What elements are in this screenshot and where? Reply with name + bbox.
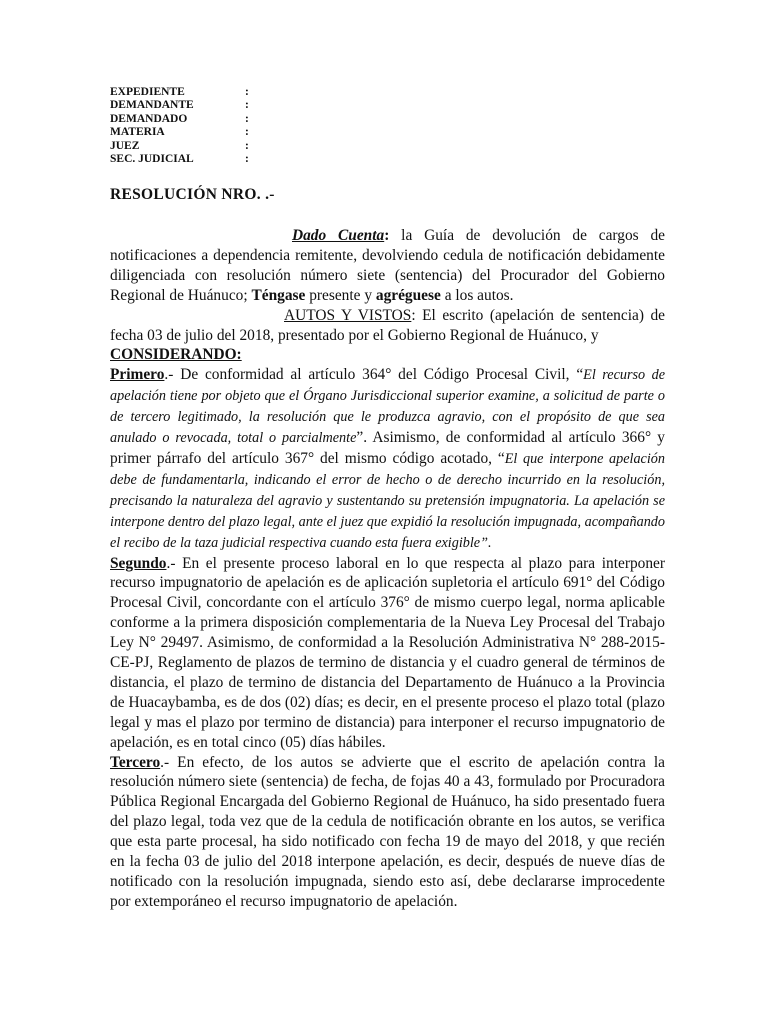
header-label: MATERIA <box>110 126 165 139</box>
header-separator: : <box>245 126 249 139</box>
tercero-text: .- En efecto, de los autos se advierte que el escrito de apelación contra la resolución número siete (sentencia) de fecha, de fojas 40 a 43, formulado por Procuradora Pública Regional Encargada del Gobierno Regional de Huánuco, ha sido presentado fuera del plazo legal, toda vez que de la cedula de notificación obrante en los autos, se verifica que esta parte procesal, ha sido notificado con fecha 19 de mayo del 2018, y que recién en la fecha 03 de julio del 2018 interpone apelación, es decir, después de nueve días de notificado con la resolución impugnada, siendo esto así, debe declararse improcedente por extemporáneo el recurso impugnatorio de apelación. <box>110 753 665 910</box>
resolution-title: RESOLUCIÓN NRO. .- <box>110 186 275 203</box>
tercero-paragraph <box>110 753 665 912</box>
header-label: SEC. JUDICIAL <box>110 153 194 166</box>
autos-y-vistos-text: : El escrito (apelación de sentencia) de fecha 03 de julio del 2018, presentado por el Gobierno Regional de Huánuco, y <box>110 306 665 344</box>
header-separator: : <box>245 86 249 98</box>
tercero-label: Tercero <box>110 753 161 771</box>
header-separator: : <box>245 99 249 112</box>
header-separator: : <box>245 139 249 152</box>
tengase-word: Téngase <box>251 286 306 304</box>
header-separator: : <box>245 112 249 125</box>
autos-y-vistos-label: AUTOS Y VISTOS <box>284 306 412 324</box>
header-field-sec-judicial <box>110 153 249 166</box>
dado-cuenta-text-1: la Guía de devolución de cargos de notificaciones a dependencia remitente, devolviendo cedula de notificación debidamente diligenciada con resolución número siete (sentencia) del Procurador del Gobierno Regional de Huánuco; <box>110 227 665 304</box>
header-field-expediente <box>110 86 249 99</box>
header-field-materia <box>110 126 249 139</box>
primero-text-1: .- De conformidad al artículo 364° del Código Procesal Civil, “ <box>164 366 584 384</box>
dado-cuenta-text-3: a los autos. <box>440 286 514 304</box>
segundo-text: .- En el presente proceso laboral en lo que respecta al plazo para interponer recurso impugnatorio de apelación es de aplicación supletoria el artículo 691° del Código Procesal Civil, concordante con el artículo 376° de mismo cuerpo legal, norma aplicable conforme a la primera disposición complementaria de la Nueva Ley Procesal del Trabajo Ley N° 29497. Asimismo, de conformidad a la Resolución Administrativa N° 288-2015-CE-PJ, Reglamento de plazos de termino de distancia y el cuadro general de términos de distancia, el plazo de termino de distancia del Departamento de Huánuco a la Provincia de Huacaybamba, es de dos (02) días; es decir, en el presente proceso el plazo total (plazo legal y mas el plazo por termino de distancia) para interponer el recurso impugnatorio de apelación, es en total cinco (05) días hábiles. <box>110 554 665 751</box>
primero-label: Primero <box>110 366 165 384</box>
autos-y-vistos-paragraph <box>110 306 665 346</box>
primero-text-2: ”. Asimismo, de conformidad al artículo 366° y primer párrafo del artículo 367° del mismo código acotado, “ <box>110 429 665 467</box>
header-label: EXPEDIENTE <box>110 86 185 98</box>
dado-cuenta-paragraph <box>110 226 665 306</box>
header-label: DEMANDADO <box>110 112 188 125</box>
resolution-body <box>110 226 665 912</box>
case-header <box>110 86 249 166</box>
primero-paragraph <box>110 365 665 553</box>
header-label: DEMANDANTE <box>110 99 194 112</box>
dado-cuenta-colon: : <box>384 227 390 244</box>
primero-quote-1: El recurso de apelación tiene por objeto que el Órgano Jurisdiccional superior examine, a solicitud de parte o de tercero legitimado, la resolución que le produzca agravio, con el propósito de que sea anulado o revocada, total o parcialmente <box>110 367 665 447</box>
agreguese-word: agréguese <box>375 286 441 304</box>
header-field-juez <box>110 140 249 153</box>
dado-cuenta-label: Dado Cuenta <box>292 227 385 244</box>
header-separator: : <box>245 153 249 166</box>
header-field-demandante <box>110 99 249 112</box>
considerando-heading-line <box>110 345 665 365</box>
header-field-demandado <box>110 113 249 126</box>
segundo-paragraph <box>110 554 665 753</box>
considerando-heading: CONSIDERANDO: <box>110 346 242 364</box>
primero-quote-2: El que interpone apelación debe de fundamentarla, indicando el error de hecho o de derecho incurrido en la resolución, precisando la naturaleza del agravio y sustentando su pretensión impugnatoria. La apelación se interpone dentro del plazo legal, ante el juez que expidió la resolución impugnada, acompañando el recibo de la taza judicial respectiva cuando esta fuera exigible”. <box>110 450 665 551</box>
header-label: JUEZ <box>110 139 140 152</box>
segundo-label: Segundo <box>110 554 167 572</box>
dado-cuenta-text-2: presente y <box>305 286 376 304</box>
